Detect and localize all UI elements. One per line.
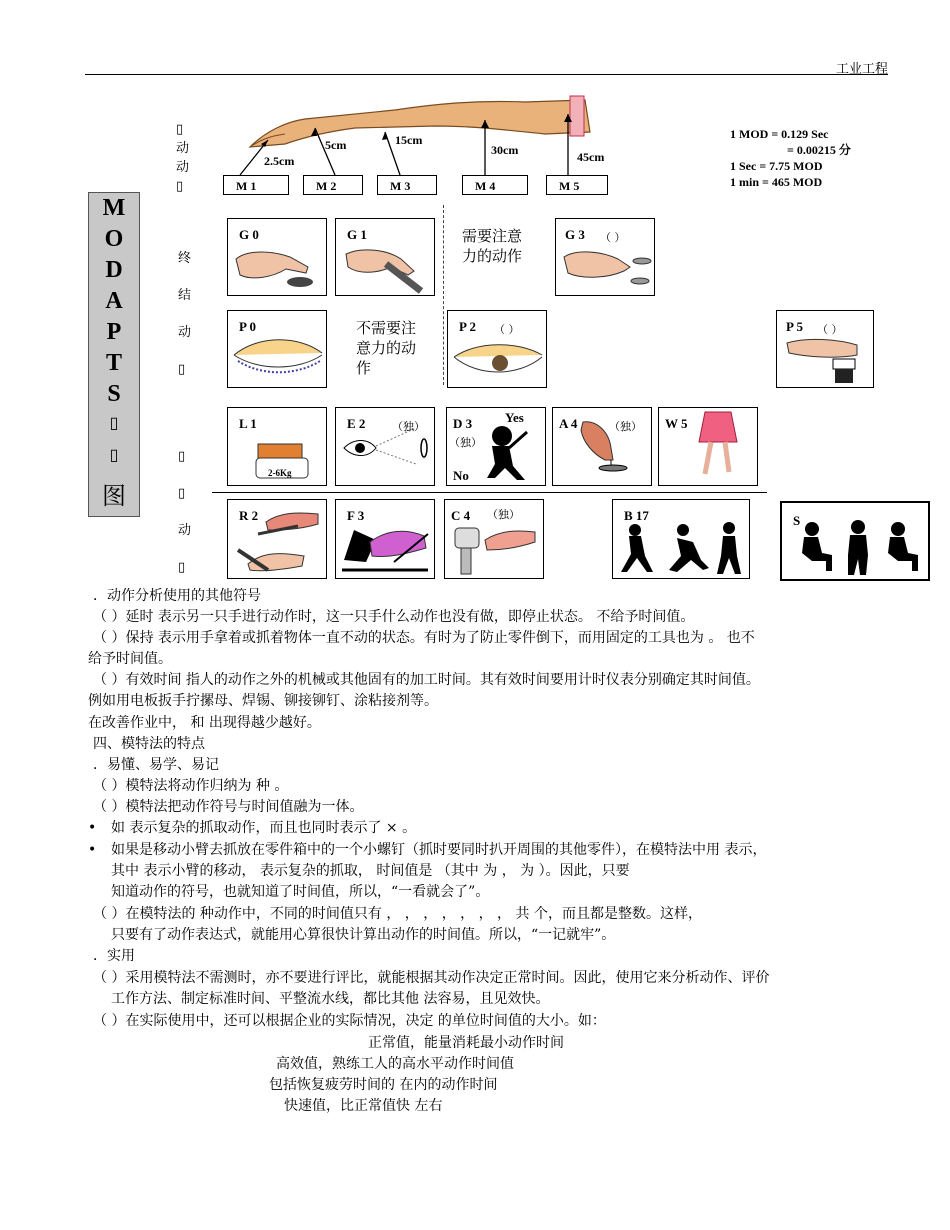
divider [443, 205, 444, 385]
title-letter: M [102, 195, 126, 221]
text-line: 在改善作业中， 和 出现得越少越好。 [88, 715, 321, 731]
text-line: （ ）在实际使用中，还可以根据企业的实际情况，决定 的单位时间值的大小。如： [93, 1013, 606, 1029]
move-code-box: M 4 [462, 175, 528, 195]
mod-conversion: 1 MOD = 0.129 Sec = 0.00215 分 1 Sec = 7.75 MOD 1 min = 465 MOD [730, 127, 851, 189]
w5-box: W 5 [658, 407, 758, 486]
text-line: 例如用电板扳手拧摞母、焊锡、铆接铆钉、涂粘接剂等。 [88, 693, 438, 709]
title-letter: A [105, 288, 123, 314]
header-title: 工业工程 [835, 62, 888, 77]
distance-label: 2.5cm [264, 154, 295, 168]
put-p0-box: P 0 [227, 310, 327, 388]
distance-label: 30cm [491, 143, 519, 157]
text-line: 知道动作的符号，也就知道了时间值，所以，“一看就会了”。 [111, 884, 490, 900]
a4-box: A 4 （独） [552, 407, 652, 486]
title-letter: S [107, 381, 121, 407]
e2-box: E 2 （独） [335, 407, 435, 486]
text-line: 如果是移动小臂去抓放在零件箱中的一个小螺钉（抓时要同时扒开周围的其他零件），在模特法中用 表示， [111, 842, 767, 858]
text-line: （ ）模特法将动作归纳为 种 。 [93, 778, 289, 794]
grip-note: 需要注意力的动作 [462, 227, 523, 265]
text-line: 工作方法、制定标准时间、平整流水线，都比其他 法容易，且见效快。 [111, 991, 550, 1007]
move-code-box: M 3 [377, 175, 437, 195]
put-note: 不需要注意力的动作 [356, 319, 417, 377]
put-p5-box: P 5 （ ） [776, 310, 874, 388]
row-divider [212, 492, 767, 493]
title-letter: 图 [102, 484, 126, 510]
title-letter: O [104, 226, 124, 252]
text-line: ．动作分析使用的其他符号 [93, 588, 261, 604]
bullet-icon: • [88, 842, 97, 858]
move-code-box: M 2 [303, 175, 363, 195]
b17-box: B 17 [612, 499, 750, 579]
text-line: （ ）在模特法的 种动作中，不同的时间值只有 ， ， ， ， ， ， ， 共 个，而且都是整数。这样， [93, 906, 702, 922]
move-code-box: M 1 [223, 175, 289, 195]
grip-g0-box: G 0 [227, 218, 327, 296]
text-line: （ ）采用模特法不需测时，亦不要进行评比，就能根据其动作决定正常时间。因此，使用它来分析动作、评价 [93, 970, 770, 986]
title-letter: T [105, 350, 122, 376]
distance-label: 5cm [325, 138, 347, 152]
grip-g1-box: G 1 [335, 218, 435, 296]
r2-box: R 2 [227, 499, 327, 579]
text-line: 高效值，熟练工人的高水平动作时间值 [276, 1056, 514, 1072]
title-glyph-box: ▯ [109, 447, 119, 464]
put-p2-box: P 2 （ ） [447, 310, 547, 388]
move-code-box: M 5 [546, 175, 608, 195]
header-rule [85, 74, 888, 75]
text-line: 只要有了动作表达式，就能用心算很快计算出动作的时间值。所以，“一记就牢”。 [111, 927, 616, 943]
text-line: 如 表示复杂的抓取动作，而且也同时表示了 × 。 [111, 820, 417, 836]
text-line: 正常值，能量消耗最小动作时间 [368, 1035, 564, 1051]
text-line: ．易懂、易学、易记 [93, 757, 219, 773]
terminal-label: 终 结 动 ▯ [178, 251, 192, 377]
title-letter: D [105, 257, 123, 283]
text-line: 快速值，比正常值快 左右 [284, 1098, 443, 1114]
modapts-title-bar [88, 192, 140, 517]
title-glyph-box: ▯ [109, 415, 119, 432]
d3-box: D 3 （独） Yes No [446, 407, 546, 486]
text-line: ．实用 [93, 948, 135, 964]
grip-g3-box: G 3 （ ） [555, 218, 655, 296]
f3-box: F 3 [335, 499, 435, 579]
text-line: （ ）模特法把动作符号与时间值融为一体。 [93, 799, 364, 815]
text-line: （ ）延时 表示另一只手进行动作时，这一只手什么动作也没有做，即停止状态。 不给予时间值。 [93, 609, 695, 625]
l1-box: L 1 2-6Kg [227, 407, 327, 486]
text-line: （ ）有效时间 指人的动作之外的机械或其他固有的加工时间。其有效时间要用计时仪表分别确定其时间值。 [93, 672, 760, 688]
text-line: （ ）保持 表示用手拿着或抓着物体一直不动的状态。有时为了防止零件倒下，而用固定的工具也为 。 也不 [93, 630, 755, 646]
distance-label: 15cm [395, 133, 423, 147]
text-line: 包括恢复疲劳时间的 在内的动作时间 [269, 1077, 498, 1093]
s-box: S [780, 501, 930, 581]
c4-box: C 4 （独） [444, 499, 544, 579]
other-label: ▯ ▯ 动 ▯ [178, 449, 192, 575]
section-heading: 四、模特法的特点 [93, 736, 205, 752]
title-letter: P [106, 319, 122, 345]
text-line: 其中 表示小臂的移动， 表示复杂的抓取， 时间值是 （其中 为 ， 为 ）。因此，只要 [111, 863, 630, 879]
sit-stand-figures-icon [782, 503, 928, 579]
move-label: ▯ 动 动 ▯ [176, 122, 190, 194]
bullet-icon: • [88, 820, 97, 836]
distance-label: 45cm [577, 150, 605, 164]
text-line: 给予时间值。 [88, 651, 172, 667]
